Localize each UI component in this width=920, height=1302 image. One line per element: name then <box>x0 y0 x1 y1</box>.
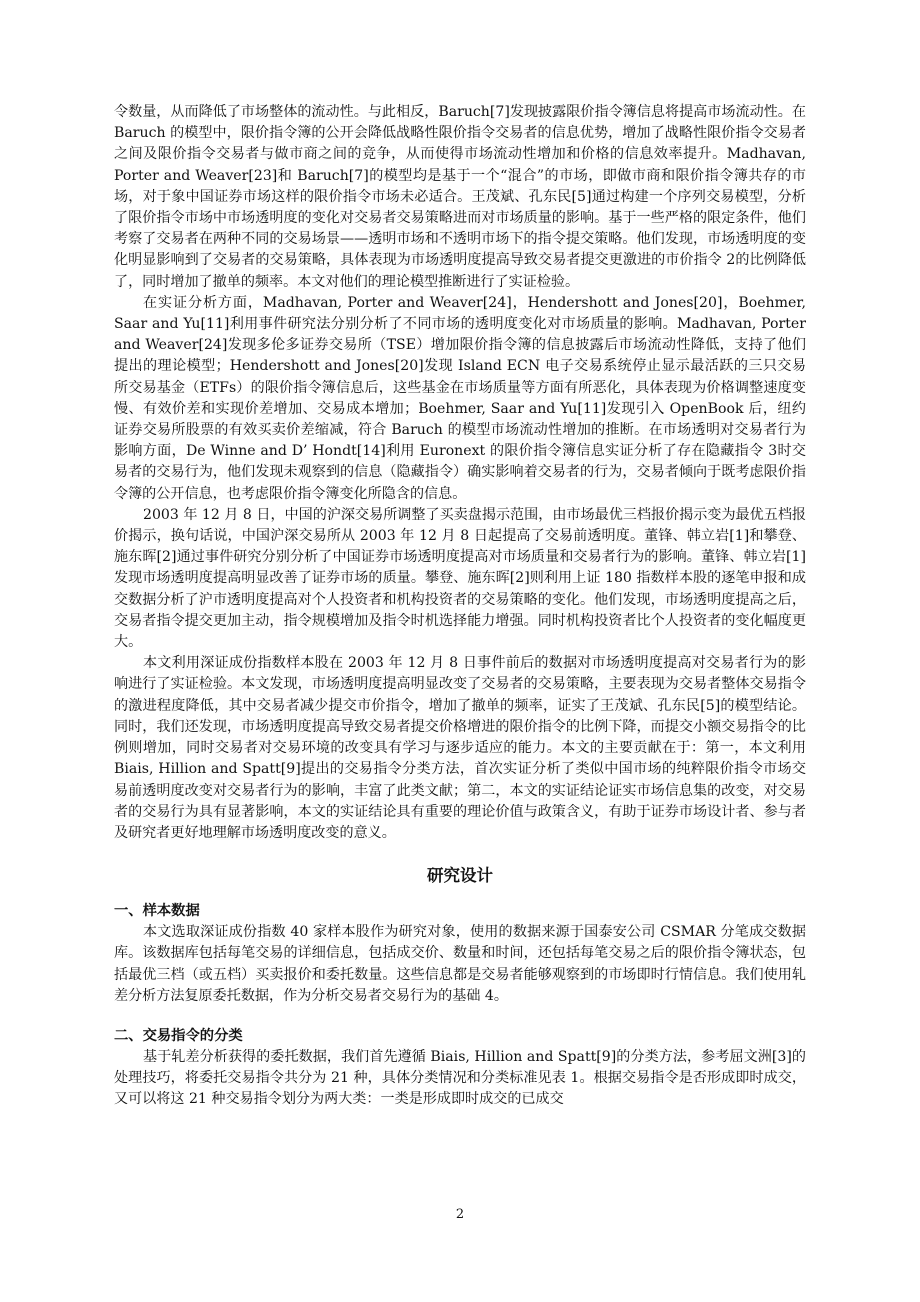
subsection-heading-order-classification: 二、交易指令的分类 <box>114 1027 243 1044</box>
paragraph-1: 令数量，从而降低了市场整体的流动性。与此相反，Baruch[7]发现披露限价指令簿信息将提高市场流动性。在 Baruch 的模型中，限价指令簿的公开会降低战略性限价指令交易者的信息优势，增加了战略性限价指令交易者之间及限价指令交易者与做市商之间的竞争，从而使得市场流动性增加和价格的信息效率提升。Madhavan, Porter and Weaver[23]和 Baruch[7]的模型均是基于一个“混合”的市场，即做市商和限价指令簿共存的市场，对于象中国证券市场这样的限价指令市场未必适合。王茂斌、孔东民[5]通过构建一个序列交易模型，分析了限价指令市场中市场透明度的变化对交易者交易策略进而对市场质量的影响。基于一些严格的限定条件，他们考察了交易者在两种不同的交易场景——透明市场和不透明市场下的指令提交策略。他们发现，市场透明度的变化明显影响到了交易者的交易策略，具体表现为市场透明度提高导致交易者提交更激进的市价指令 2的比例降低了，同时增加了撤单的频率。本文对他们的理论模型推断进行了实证检验。 <box>114 104 806 290</box>
paragraph-3: 2003 年 12 月 8 日，中国的沪深交易所调整了买卖盘揭示范围，由市场最优三档报价揭示变为最优五档报价揭示，换句话说，中国沪深交易所从 2003 年 12 月 8 日起提高了交易前透明度。董锋、韩立岩[1]和攀登、施东晖[2]通过事件研究分别分析了中国证券市场透明度提高对市场质量和交易者行为的影响。董锋、韩立岩[1]发现市场透明度提高明显改善了证券市场的质量。攀登、施东晖[2]则利用上证 180 指数样本股的逐笔申报和成交数据分析了沪市透明度提高对个人投资者和机构投资者的交易策略的变化。他们发现，市场透明度提高之后，交易者指令提交更加主动，指令规模增加及指令时机选择能力增强。同时机构投资者比个人投资者的变化幅度更大。 <box>114 506 807 651</box>
paragraph-2: 在实证分析方面，Madhavan, Porter and Weaver[24]，Hendershott and Jones[20]，Boehmer, Saar and Yu[11]利用事件研究法分别分析了不同市场的透明度变化对市场质量的影响。Madhavan, Porter and Weaver[24]发现多伦多证券交易所（TSE）增加限价指令簿的信息披露后市场流动性降低，支持了他们提出的理论模型；Hendershott and Jones[20]发现 Island ECN 电子交易系统停止显示最活跃的三只交易所交易基金（ETFs）的限价指令簿信息后，这些基金在市场质量等方面有所恶化，具体表现为价格调整速度变慢、有效价差和实现价差增加、交易成本增加；Boehmer, Saar and Yu[11]发现引入 OpenBook 后，纽约证券交易所股票的有效买卖价差缩减，符合 Baruch 的模型市场流动性增加的推断。在市场透明对交易者行为影响方面，De Winne and D’ Hondt[14]利用 Euronext 的限价指令簿信息实证分析了存在隐藏指令 3时交易者的交易行为，他们发现未观察到的信息（隐藏指令）确实影响着交易者的行为，交易者倾向于既考虑限价指令簿的公开信息，也考虑限价指令簿变化所隐含的信息。 <box>114 294 806 502</box>
section-title: 研究设计 <box>427 866 493 886</box>
page-number: 2 <box>455 1207 465 1222</box>
paragraph-order-classification: 基于轧差分析获得的委托数据，我们首先遵循 Biais, Hillion and Spatt[9]的分类方法，参考屈文洲[3]的处理技巧，将委托交易指令共分为 21 种，具体分类情况和分类标准见表 1。根据交易指令是否形成即时成交，又可以将这 21 种交易指令划分为两大类：一类是形成即时成交的已成交 <box>114 1048 806 1108</box>
body-text <box>114 102 806 1111</box>
paragraph-4: 本文利用深证成份指数样本股在 2003 年 12 月 8 日事件前后的数据对市场透明度提高对交易者行为的影响进行了实证检验。本文发现，市场透明度提高明显改变了交易者的交易策略，主要表现为交易者整体交易指令的激进程度降低，其中交易者减少提交市价指令，增加了撤单的频率，证实了王茂斌、孔东民[5]的模型结论。同时，我们还发现，市场透明度提高导致交易者提交价格增进的限价指令的比例下降，而提交小额交易指令的比例则增加，同时交易者对交易环境的改变具有学习与逐步适应的能力。本文的主要贡献在于：第一，本文利用 Biais, Hillion and Spatt[9]提出的交易指令分类方法，首次实证分析了类似中国市场的纯粹限价指令市场交易前透明度改变对交易者行为的影响，丰富了此类文献；第二，本文的实证结论证实市场信息集的改变，对交易者的交易行为具有显著影响，本文的实证结论具有重要的理论价值与政策含义，有助于证券市场设计者、参与者及研究者更好地理解市场透明度改变的意义。 <box>114 655 806 841</box>
paragraph-sample-data: 本文选取深证成份指数 40 家样本股作为研究对象，使用的数据来源于国泰安公司 CSMAR 分笔成交数据库。该数据库包括每笔交易的详细信息，包括成交价、数量和时间，还包括每笔交易之后的限价指令簿状态，包括最优三档（或五档）买卖报价和委托数量。这些信息都是交易者能够观察到的市场即时行情信息。我们使用轧差分析方法复原委托数据，作为分析交易者交易行为的基础 4。 <box>114 924 806 1004</box>
subsection-heading-sample-data: 一、样本数据 <box>114 903 200 920</box>
